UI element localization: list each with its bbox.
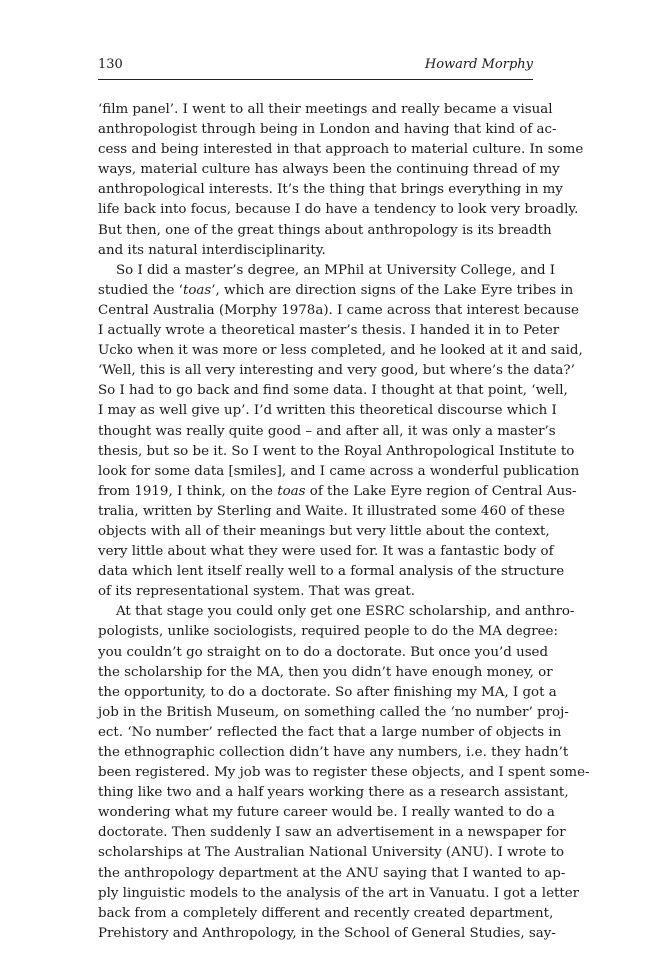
text-line: But then, one of the great things about anthropology is its breadth	[98, 222, 552, 238]
text-line: been registered. My job was to register these objects, and I spent some-	[98, 765, 590, 781]
text-line: wondering what my future career would be. I really wanted to do a	[98, 805, 555, 821]
text-line: So I had to go back and find some data. I thought at that point, ‘well,	[98, 383, 568, 399]
text-line: cess and being interested in that approach to material culture. In some	[98, 142, 584, 158]
header-rule	[98, 79, 533, 80]
text-line: back from a completely different and recently created department,	[98, 905, 554, 921]
text-line: the ethnographic collection didn’t have any numbers, i.e. they hadn’t	[98, 745, 569, 760]
text-line: thought was really quite good – and after all, it was only a master’s	[98, 423, 556, 439]
text-line: you couldn’t go straight on to do a doctorate. But once you’d used	[98, 644, 549, 660]
text-line: ‘Well, this is all very interesting and very good, but where’s the data?’	[98, 363, 575, 379]
text-line: objects with all of their meanings but very little about the context,	[98, 523, 550, 539]
text-line: the anthropology department at the ANU saying that I wanted to ap-	[98, 865, 566, 881]
text-line: So I did a master’s degree, an MPhil at University College, and I	[116, 262, 556, 278]
text-line: Central Australia (Morphy 1978a). I came across that interest because	[98, 302, 579, 318]
text-line: ways, material culture has always been the continuing thread of my	[98, 162, 560, 178]
text-line: the opportunity, to do a doctorate. So after finishing my MA, I got a	[98, 684, 557, 700]
text-line: pologists, unlike sociologists, required people to do the MA degree:	[98, 624, 558, 640]
text-line: scholarships at The Australian National University (ANU). I wrote to	[98, 845, 565, 861]
text-line: and its natural interdisciplinarity.	[98, 242, 326, 258]
text-line: job in the British Museum, on something called the ‘no number’ proj-	[98, 704, 569, 720]
text-line: Ucko when it was more or less completed, and he looked at it and said,	[98, 343, 583, 359]
text-line: of its representational system. That was great.	[98, 584, 416, 600]
text-line: I actually wrote a theoretical master’s thesis. I handed it in to Peter	[98, 323, 560, 339]
running-header	[98, 57, 533, 77]
text-line: doctorate. Then suddenly I saw an advertisement in a newspaper for	[98, 825, 566, 841]
text-line: ply linguistic models to the analysis of the art in Vanuatu. I got a letter	[98, 885, 580, 901]
text-line: data which lent itself really well to a formal analysis of the structure	[98, 564, 565, 580]
text-line: the scholarship for the MA, then you didn’t have enough money, or	[98, 664, 553, 680]
text-line: look for some data [smiles], and I came across a wonderful publication	[98, 463, 580, 479]
running-head-author: Howard Morphy	[424, 57, 533, 72]
text-line: ect. ‘No number’ reflected the fact that a large number of objects in	[98, 724, 562, 740]
text-line: thing like two and a half years working there as a research assistant,	[98, 785, 569, 801]
text-line: studied the ‘toas’, which are direction signs of the Lake Eyre tribes in	[98, 282, 574, 298]
text-line: very little about what they were used for. It was a fantastic body of	[98, 544, 554, 560]
page-number: 130	[98, 57, 123, 72]
text-line: anthropologist through being in London and having that kind of ac-	[98, 122, 557, 138]
text-line: At that stage you could only get one ESRC scholarship, and anthro-	[116, 604, 575, 620]
text-line: tralia, written by Sterling and Waite. It illustrated some 460 of these	[98, 503, 565, 519]
body-text	[98, 100, 590, 944]
text-line: anthropological interests. It’s the thing that brings everything in my	[98, 182, 563, 198]
text-line: from 1919, I think, on the toas of the Lake Eyre region of Central Aus-	[98, 483, 577, 499]
text-line: life back into focus, because I do have a tendency to look very broadly.	[98, 202, 579, 218]
text-line: Prehistory and Anthropology, in the School of General Studies, say-	[98, 925, 556, 941]
text-line: thesis, but so be it. So I went to the Royal Anthropological Institute to	[98, 443, 575, 459]
text-line: I may as well give up’. I’d written this theoretical discourse which I	[98, 403, 557, 419]
text-line: ‘film panel’. I went to all their meetings and really became a visual	[98, 102, 553, 117]
